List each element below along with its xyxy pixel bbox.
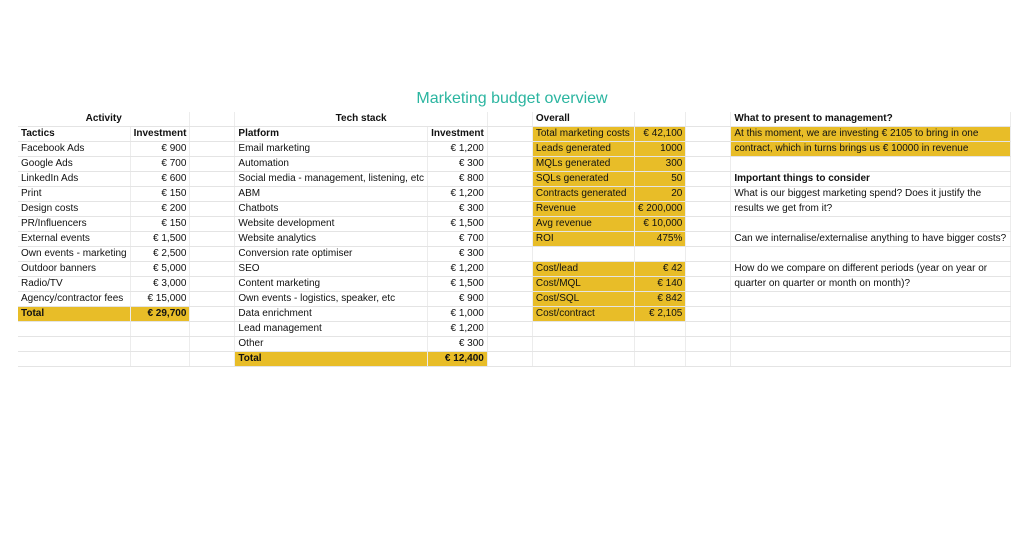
empty-cell[interactable]: [18, 322, 130, 337]
platform-investment[interactable]: € 1,200: [428, 142, 488, 157]
empty-cell[interactable]: [487, 292, 532, 307]
consider-header[interactable]: Important things to consider: [731, 172, 1011, 187]
empty-cell[interactable]: [487, 262, 532, 277]
empty-cell[interactable]: [190, 187, 235, 202]
platform-name[interactable]: Website analytics: [235, 232, 428, 247]
cost-label[interactable]: Cost/lead: [532, 262, 634, 277]
empty-cell[interactable]: [487, 247, 532, 262]
metric-label[interactable]: Avg revenue: [532, 217, 634, 232]
empty-cell[interactable]: [731, 337, 1011, 352]
table-row: [18, 142, 1011, 157]
platform-investment[interactable]: € 1,500: [428, 277, 488, 292]
table-row: [18, 112, 1011, 127]
empty-cell[interactable]: [634, 322, 686, 337]
empty-cell[interactable]: [190, 112, 235, 127]
cost-label[interactable]: Cost/MQL: [532, 277, 634, 292]
empty-cell[interactable]: [686, 322, 731, 337]
table-row: [18, 172, 1011, 187]
tactic-name[interactable]: PR/Influencers: [18, 217, 130, 232]
table-row: [18, 307, 1011, 322]
empty-cell[interactable]: [731, 292, 1011, 307]
platform-name[interactable]: Content marketing: [235, 277, 428, 292]
platform-name[interactable]: Other: [235, 337, 428, 352]
platform-name[interactable]: Lead management: [235, 322, 428, 337]
table-row: [18, 202, 1011, 217]
metric-label[interactable]: Total marketing costs: [532, 127, 634, 142]
tactics-col-header[interactable]: Tactics: [18, 127, 130, 142]
page-title: Marketing budget overview: [416, 90, 608, 107]
tactic-investment[interactable]: € 150: [130, 187, 190, 202]
metric-label[interactable]: ROI: [532, 232, 634, 247]
metric-value[interactable]: 475%: [634, 232, 686, 247]
empty-cell[interactable]: [634, 337, 686, 352]
empty-cell[interactable]: [731, 217, 1011, 232]
empty-cell[interactable]: [532, 337, 634, 352]
empty-cell[interactable]: [731, 247, 1011, 262]
tactic-investment[interactable]: € 700: [130, 157, 190, 172]
techstack-total-label[interactable]: Total: [235, 352, 428, 367]
table-row: [18, 217, 1011, 232]
platform-name[interactable]: Chatbots: [235, 202, 428, 217]
empty-cell[interactable]: [190, 262, 235, 277]
platform-investment[interactable]: € 300: [428, 157, 488, 172]
empty-cell[interactable]: [190, 292, 235, 307]
question-text[interactable]: quarter on quarter or month on month)?: [731, 277, 1011, 292]
empty-cell[interactable]: [686, 157, 731, 172]
empty-cell[interactable]: [130, 352, 190, 367]
tactic-name[interactable]: Outdoor banners: [18, 262, 130, 277]
tactic-investment[interactable]: € 600: [130, 172, 190, 187]
empty-cell[interactable]: [731, 322, 1011, 337]
question-text[interactable]: How do we compare on different periods (year on year or: [731, 262, 1011, 277]
table-row: [18, 322, 1011, 337]
empty-cell[interactable]: [190, 322, 235, 337]
empty-cell[interactable]: [487, 172, 532, 187]
empty-cell[interactable]: [686, 217, 731, 232]
empty-cell[interactable]: [686, 202, 731, 217]
table-row: [18, 292, 1011, 307]
table-row: [18, 232, 1011, 247]
empty-cell[interactable]: [487, 352, 532, 367]
platform-name[interactable]: Automation: [235, 157, 428, 172]
present-line[interactable]: contract, which in turns brings us € 10000 in revenue: [731, 142, 1011, 157]
metric-label[interactable]: MQLs generated: [532, 157, 634, 172]
platform-investment[interactable]: € 900: [428, 292, 488, 307]
empty-cell[interactable]: [686, 172, 731, 187]
platform-investment[interactable]: € 300: [428, 247, 488, 262]
tactic-name[interactable]: External events: [18, 232, 130, 247]
empty-cell[interactable]: [731, 307, 1011, 322]
empty-cell[interactable]: [487, 202, 532, 217]
tactic-name[interactable]: Agency/contractor fees: [18, 292, 130, 307]
table-row: [18, 337, 1011, 352]
empty-cell[interactable]: [634, 247, 686, 262]
metric-value[interactable]: € 42,100: [634, 127, 686, 142]
platform-investment[interactable]: € 1,200: [428, 262, 488, 277]
cost-label[interactable]: Cost/SQL: [532, 292, 634, 307]
empty-cell[interactable]: [190, 172, 235, 187]
empty-cell[interactable]: [731, 352, 1011, 367]
empty-cell[interactable]: [190, 217, 235, 232]
platform-name[interactable]: SEO: [235, 262, 428, 277]
table-row: [18, 127, 1011, 142]
cost-value[interactable]: € 140: [634, 277, 686, 292]
tactic-name[interactable]: Google Ads: [18, 157, 130, 172]
tactic-investment[interactable]: € 900: [130, 142, 190, 157]
empty-cell[interactable]: [634, 352, 686, 367]
empty-cell[interactable]: [487, 187, 532, 202]
tactic-investment[interactable]: € 150: [130, 217, 190, 232]
empty-cell[interactable]: [190, 352, 235, 367]
platform-name[interactable]: Conversion rate optimiser: [235, 247, 428, 262]
table-row: [18, 157, 1011, 172]
platform-investment[interactable]: € 1,200: [428, 322, 488, 337]
cost-value[interactable]: € 42: [634, 262, 686, 277]
empty-cell[interactable]: [487, 112, 532, 127]
empty-cell[interactable]: [686, 247, 731, 262]
empty-cell[interactable]: [686, 292, 731, 307]
platform-investment[interactable]: € 300: [428, 202, 488, 217]
activity-total-value[interactable]: € 29,700: [130, 307, 190, 322]
spreadsheet-grid: [18, 112, 1011, 367]
table-row: [18, 262, 1011, 277]
tactic-investment[interactable]: € 5,000: [130, 262, 190, 277]
empty-cell[interactable]: [190, 142, 235, 157]
platform-investment[interactable]: € 1,200: [428, 187, 488, 202]
empty-cell[interactable]: [190, 127, 235, 142]
empty-cell[interactable]: [487, 142, 532, 157]
metric-label[interactable]: Leads generated: [532, 142, 634, 157]
metric-value[interactable]: 300: [634, 157, 686, 172]
empty-cell[interactable]: [190, 337, 235, 352]
cost-value[interactable]: € 842: [634, 292, 686, 307]
platform-investment[interactable]: € 300: [428, 337, 488, 352]
tactic-investment[interactable]: € 2,500: [130, 247, 190, 262]
platform-col-header[interactable]: Platform: [235, 127, 428, 142]
techstack-header[interactable]: Tech stack: [235, 112, 487, 127]
empty-cell[interactable]: [18, 337, 130, 352]
metric-value[interactable]: 1000: [634, 142, 686, 157]
empty-cell[interactable]: [686, 232, 731, 247]
platform-name[interactable]: Data enrichment: [235, 307, 428, 322]
empty-cell[interactable]: [487, 232, 532, 247]
empty-cell[interactable]: [190, 277, 235, 292]
overall-header[interactable]: Overall: [532, 112, 634, 127]
empty-cell[interactable]: [532, 247, 634, 262]
platform-investment[interactable]: € 1,500: [428, 217, 488, 232]
empty-cell[interactable]: [686, 352, 731, 367]
empty-cell[interactable]: [686, 337, 731, 352]
empty-cell[interactable]: [532, 352, 634, 367]
empty-cell[interactable]: [190, 247, 235, 262]
activity-header[interactable]: Activity: [18, 112, 190, 127]
empty-cell[interactable]: [18, 352, 130, 367]
empty-cell[interactable]: [190, 307, 235, 322]
question-text[interactable]: results we get from it?: [731, 202, 1011, 217]
cost-label[interactable]: Cost/contract: [532, 307, 634, 322]
tactic-name[interactable]: LinkedIn Ads: [18, 172, 130, 187]
empty-cell[interactable]: [731, 157, 1011, 172]
empty-cell[interactable]: [487, 217, 532, 232]
platform-name[interactable]: Social media - management, listening, etc: [235, 172, 428, 187]
empty-cell[interactable]: [487, 307, 532, 322]
tactic-investment[interactable]: € 15,000: [130, 292, 190, 307]
present-header[interactable]: What to present to management?: [731, 112, 1011, 127]
tactic-investment[interactable]: € 200: [130, 202, 190, 217]
platform-investment[interactable]: € 700: [428, 232, 488, 247]
table-row: [18, 187, 1011, 202]
empty-cell[interactable]: [487, 322, 532, 337]
empty-cell[interactable]: [686, 142, 731, 157]
tactic-name[interactable]: Design costs: [18, 202, 130, 217]
tactic-name[interactable]: Print: [18, 187, 130, 202]
empty-cell[interactable]: [532, 322, 634, 337]
present-line[interactable]: At this moment, we are investing € 2105 to bring in one: [731, 127, 1011, 142]
platform-name[interactable]: Own events - logistics, speaker, etc: [235, 292, 428, 307]
empty-cell[interactable]: [190, 157, 235, 172]
empty-cell[interactable]: [487, 127, 532, 142]
question-text[interactable]: Can we internalise/externalise anything to have bigger costs?: [731, 232, 1011, 247]
metric-value[interactable]: 20: [634, 187, 686, 202]
platform-investment[interactable]: € 1,000: [428, 307, 488, 322]
empty-cell[interactable]: [686, 127, 731, 142]
activity-investment-col-header[interactable]: Investment: [130, 127, 190, 142]
empty-cell[interactable]: [686, 277, 731, 292]
tactic-name[interactable]: Radio/TV: [18, 277, 130, 292]
metric-value[interactable]: 50: [634, 172, 686, 187]
techstack-total-value[interactable]: € 12,400: [428, 352, 488, 367]
empty-cell[interactable]: [190, 202, 235, 217]
metric-label[interactable]: SQLs generated: [532, 172, 634, 187]
tactic-investment[interactable]: € 1,500: [130, 232, 190, 247]
platform-name[interactable]: Email marketing: [235, 142, 428, 157]
platform-name[interactable]: Website development: [235, 217, 428, 232]
table-row: [18, 277, 1011, 292]
empty-cell[interactable]: [130, 337, 190, 352]
platform-name[interactable]: ABM: [235, 187, 428, 202]
empty-cell[interactable]: [130, 322, 190, 337]
metric-label[interactable]: Contracts generated: [532, 187, 634, 202]
table-row: [18, 352, 1011, 367]
empty-cell[interactable]: [487, 337, 532, 352]
empty-cell[interactable]: [686, 187, 731, 202]
empty-cell[interactable]: [190, 232, 235, 247]
empty-cell[interactable]: [634, 112, 686, 127]
table-row: [18, 247, 1011, 262]
empty-cell[interactable]: [686, 307, 731, 322]
tactic-name[interactable]: Facebook Ads: [18, 142, 130, 157]
platform-investment[interactable]: € 800: [428, 172, 488, 187]
metric-label[interactable]: Revenue: [532, 202, 634, 217]
metric-value[interactable]: € 200,000: [634, 202, 686, 217]
empty-cell[interactable]: [686, 112, 731, 127]
activity-total-label[interactable]: Total: [18, 307, 130, 322]
cost-value[interactable]: € 2,105: [634, 307, 686, 322]
question-text[interactable]: What is our biggest marketing spend? Does it justify the: [731, 187, 1011, 202]
empty-cell[interactable]: [487, 157, 532, 172]
tactic-investment[interactable]: € 3,000: [130, 277, 190, 292]
metric-value[interactable]: € 10,000: [634, 217, 686, 232]
techstack-investment-col-header[interactable]: Investment: [428, 127, 488, 142]
tactic-name[interactable]: Own events - marketing: [18, 247, 130, 262]
empty-cell[interactable]: [686, 262, 731, 277]
empty-cell[interactable]: [487, 277, 532, 292]
